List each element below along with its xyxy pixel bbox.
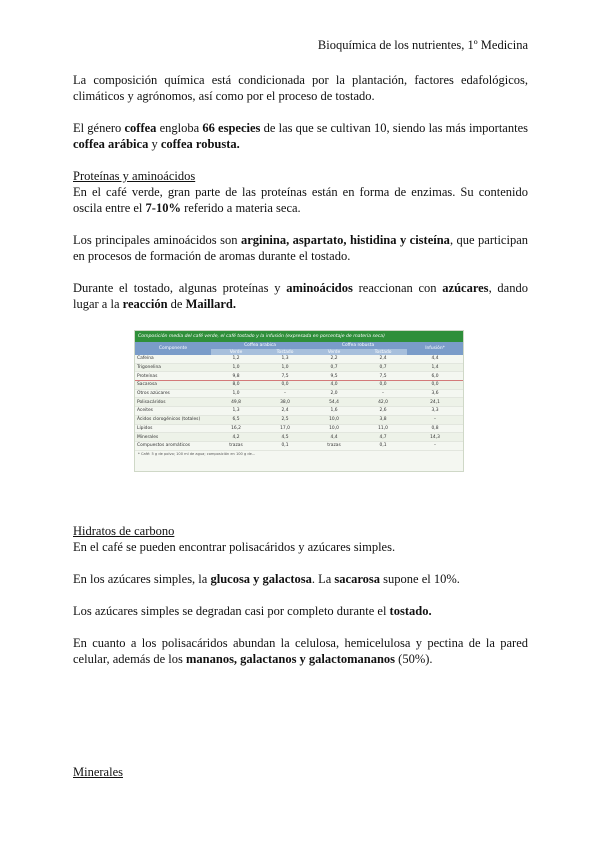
table-cell: 10,0 [309, 424, 359, 433]
text-run: En los azúcares simples, la [73, 572, 211, 586]
table-row [135, 398, 463, 407]
row-label: Cafeína [135, 355, 211, 363]
table-cell: 7,5 [359, 372, 407, 381]
bold-run: Maillard. [185, 297, 236, 311]
table-cell: 1,3 [211, 407, 261, 416]
table-cell: trazas [309, 441, 359, 450]
text-run: de [167, 297, 186, 311]
table-cell: 0,7 [359, 363, 407, 372]
composition-table [135, 342, 463, 451]
table-row [135, 363, 463, 372]
table-row [135, 407, 463, 416]
bold-run: coffea arábica [73, 137, 149, 151]
bold-run: coffea [124, 121, 157, 135]
bold-run: mananos, galactanos y galactomananos [186, 652, 396, 666]
col-component: Componente [135, 342, 211, 355]
bold-run: glucosa y galactosa [210, 572, 312, 586]
table-cell: 10,0 [309, 415, 359, 424]
row-label: Otros azúcares [135, 389, 211, 398]
bold-run: arginina, aspartato, histidina y cisteína [240, 233, 450, 247]
carbs-paragraph-4 [73, 635, 528, 667]
text-run: supone el 10%. [380, 572, 460, 586]
table-row [135, 372, 463, 381]
text-run: En el café verde, gran parte de las proteínas están en forma de enzimas. Su contenido oscila entre el [73, 185, 528, 215]
proteins-paragraph-1 [73, 184, 528, 216]
composition-table-image [134, 330, 464, 472]
table-cell: – [407, 415, 463, 424]
text-run: de las que se cultivan 10, siendo las más importantes [260, 121, 528, 135]
text-run: (50%). [395, 652, 433, 666]
table-cell: 42,0 [359, 398, 407, 407]
table-cell: 1,3 [261, 355, 309, 363]
genus-paragraph [73, 120, 528, 152]
row-label: Aceites [135, 407, 211, 416]
minerals-heading: Minerales [73, 765, 123, 779]
table-row [135, 424, 463, 433]
table-cell: 0,1 [261, 441, 309, 450]
row-label: Lípidos [135, 424, 211, 433]
proteins-paragraph-2 [73, 232, 528, 264]
table-cell: 1,6 [309, 407, 359, 416]
bold-run: tostado. [389, 604, 432, 618]
table-cell: 0,0 [407, 381, 463, 390]
table-cell: 0,8 [407, 424, 463, 433]
table-cell: 3,3 [407, 407, 463, 416]
carbs-paragraph-3 [73, 603, 528, 619]
table-cell: 1,4 [407, 363, 463, 372]
table-cell: 0,7 [309, 363, 359, 372]
table-cell: 4,4 [407, 355, 463, 363]
bold-run: 7-10% [145, 201, 181, 215]
table-cell: 4,2 [211, 433, 261, 442]
table-cell: 4,0 [309, 381, 359, 390]
table-cell: 2,5 [261, 415, 309, 424]
text-run: referido a materia seca. [180, 201, 301, 215]
text-run: engloba [156, 121, 203, 135]
col-group-robusta: Coffea robusta [309, 342, 407, 349]
table-cell: 0,0 [359, 381, 407, 390]
table-cell: 24,1 [407, 398, 463, 407]
table-cell: 2,0 [309, 389, 359, 398]
intro-paragraph: La composición química está condicionada por la plantación, factores edafológicos, climáticos y agrónomos, así como por el proceso de tostado. [73, 73, 528, 103]
carbs-section [73, 523, 528, 683]
table-cell: 0,0 [261, 381, 309, 390]
table-title: Composición media del café verde, el café tostado y la infusión (expresada en porcentaje de materia seca) [135, 331, 463, 342]
row-label: Compuestos aromáticos [135, 441, 211, 450]
table-cell: 1,0 [261, 363, 309, 372]
row-label: Proteínas [135, 372, 211, 381]
text-run: Los azúcares simples se degradan casi por completo durante el [73, 604, 390, 618]
text-run: El género [73, 121, 125, 135]
table-cell: 49,8 [211, 398, 261, 407]
table-cell: trazas [211, 441, 261, 450]
carbs-paragraph-2 [73, 571, 528, 587]
text-run: . La [311, 572, 335, 586]
table-cell: 14,3 [407, 433, 463, 442]
table-cell: – [261, 389, 309, 398]
row-label: Minerales [135, 433, 211, 442]
table-cell: 38,0 [261, 398, 309, 407]
row-label: Polisacáridos [135, 398, 211, 407]
carbs-paragraph-1: En el café se pueden encontrar polisacáridos y azúcares simples. [73, 540, 396, 554]
table-cell: 3,6 [407, 389, 463, 398]
table-cell: 6,0 [407, 372, 463, 381]
table-cell: 2,2 [309, 355, 359, 363]
row-label: Trigonelina [135, 363, 211, 372]
text-run: , dando lugar a la [73, 281, 528, 311]
table-cell: 1,0 [211, 363, 261, 372]
table-cell: – [407, 441, 463, 450]
table-cell: 16,2 [211, 424, 261, 433]
table-cell: 2,4 [261, 407, 309, 416]
col-infusion: Infusión* [407, 342, 463, 355]
col-robusta-tostado: Tostado [359, 349, 407, 355]
text-run: , que participan en procesos de formación de aromas durante el tostado. [73, 233, 528, 263]
bold-run: azúcares [442, 281, 489, 295]
proteins-heading: Proteínas y aminoácidos [73, 169, 196, 183]
col-robusta-verde: Verde [309, 349, 359, 355]
table-cell: 9,5 [309, 372, 359, 381]
table-row [135, 415, 463, 424]
table-cell: 0,1 [359, 441, 407, 450]
table-body [135, 355, 463, 450]
table-cell: 3,8 [359, 415, 407, 424]
carbs-heading: Hidratos de carbono [73, 524, 175, 538]
col-arabica-tostado: Tostado [261, 349, 309, 355]
table-cell: 17,0 [261, 424, 309, 433]
table-footnote: * Café: 5 g de polvo; 100 ml de agua; composición en 100 g de... [138, 451, 256, 456]
text-run: En cuanto a los polisacáridos abundan la celulosa, hemicelulosa y pectina de la pared celular, además de los [73, 636, 528, 666]
text-run: Los principales aminoácidos son [73, 233, 241, 247]
table-cell: – [359, 389, 407, 398]
text-run: y [148, 137, 161, 151]
proteins-paragraph-3 [73, 280, 528, 312]
table-cell: 4,5 [261, 433, 309, 442]
col-group-arabica: Coffea arabica [211, 342, 309, 349]
row-label: Sacarosa [135, 381, 211, 390]
text-run: reaccionan con [352, 281, 443, 295]
table-cell: 4,4 [309, 433, 359, 442]
table-cell: 2,6 [359, 407, 407, 416]
table-row [135, 441, 463, 450]
table-row [135, 355, 463, 363]
table-cell: 8,0 [211, 381, 261, 390]
table-cell: 1,0 [211, 389, 261, 398]
bold-run: reacción [122, 297, 168, 311]
table-cell: 9,8 [211, 372, 261, 381]
col-arabica-verde: Verde [211, 349, 261, 355]
bold-run: aminoácidos [286, 281, 353, 295]
table-cell: 7,5 [261, 372, 309, 381]
table-cell: 11,0 [359, 424, 407, 433]
table-row [135, 433, 463, 442]
document-body [73, 72, 528, 328]
table-cell: 6,5 [211, 415, 261, 424]
bold-run: coffea robusta. [160, 137, 240, 151]
table-cell: 54,4 [309, 398, 359, 407]
table-cell: 1,2 [211, 355, 261, 363]
bold-run: 66 especies [202, 121, 261, 135]
table-row [135, 389, 463, 398]
text-run: Durante el tostado, algunas proteínas y [73, 281, 287, 295]
page-header: Bioquímica de los nutrientes, 1º Medicina [317, 38, 528, 52]
table-cell: 4,7 [359, 433, 407, 442]
bold-run: sacarosa [334, 572, 381, 586]
table-row [135, 381, 463, 390]
table-cell: 2,4 [359, 355, 407, 363]
row-label: Ácidos clorogénicos (totales) [135, 415, 211, 424]
